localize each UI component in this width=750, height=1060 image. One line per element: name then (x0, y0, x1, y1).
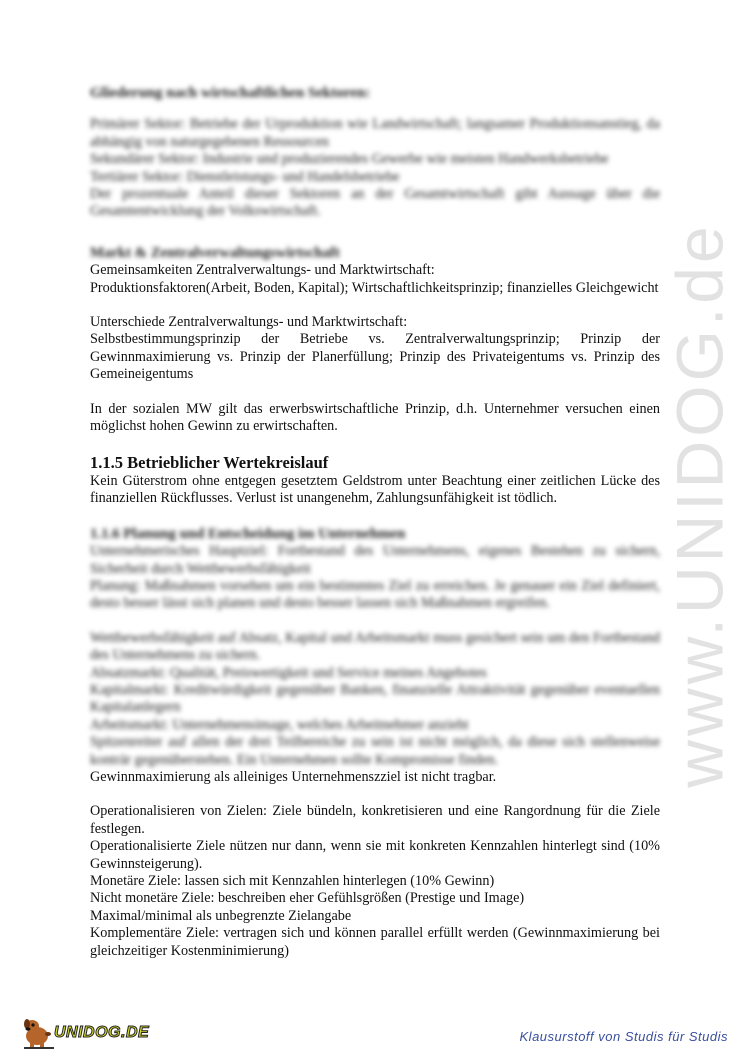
paragraph: Kein Güterstrom ohne entgegen gesetztem Geldstrom unter Beachtung einer zeitlichen Lücke des finanziellen Rückflusses. Verlust ist unangenehm, Zahlungsunfähigkeit ist tödlich. (90, 472, 660, 507)
paragraph: Sekundärer Sektor: Industrie und produzierendes Gewerbe wie meisten Handwerksbetriebe (90, 151, 609, 168)
paragraph: Spitzenreiter auf allen der drei Teilbereiche zu sein ist nicht möglich, da diese sich stellenweise konträr gegenüberstehen. Ein Unternehmen sollte Kompromisse finden. (90, 734, 660, 768)
paragraph: Produktionsfaktoren(Arbeit, Boden, Kapital); Wirtschaftlichkeitsprinzip; finanzielles Gleichgewicht (90, 279, 659, 296)
footer-tagline: Klausurstoff von Studis für Studis (519, 1029, 728, 1044)
unidog-logo[interactable] (18, 1012, 158, 1052)
paragraph: Unterschiede Zentralverwaltungs- und Marktwirtschaft: (90, 314, 408, 331)
paragraph: Selbstbestimmungsprinzip der Betriebe vs. Zentralverwaltungsprinzip; Prinzip der Gewinnmaximierung vs. Prinzip der Planerfüllung; Prinzip des Privateigentums vs. Prinzip des Gemeineigentums (90, 331, 660, 383)
paragraph: Monetäre Ziele: lassen sich mit Kennzahlen hinterlegen (10% Gewinn) (90, 873, 495, 890)
watermark-text: www.UNIDOG.de (663, 222, 737, 788)
paragraph: Kapitalmarkt: Kreditwürdigkeit gegenüber Banken, finanzielle Attraktivität gegenüber eventuellen Kapitalanlegern (90, 681, 660, 716)
paragraph: Gemeinsamkeiten Zentralverwaltungs- und Marktwirtschaft: (90, 262, 435, 279)
document-body (90, 85, 660, 960)
paragraph: Der prozentuale Anteil dieser Sektoren an der Gesamtwirtschaft gibt Aussage über die Gesamtentwicklung der Volkswirtschaft. (90, 186, 660, 220)
paragraph: Unternehmerisches Hauptziel: Fortbestand des Unternehmens, eigenes Bestehen zu sichern, Sicherheit durch Wettbewerbsfähigkeit (90, 543, 660, 577)
blurred-section-sectors (90, 85, 660, 221)
paragraph: Operationalisierte Ziele nützen nur dann, wenn sie mit konkreten Kennzahlen hinterlegt sind (10% Gewinnsteigerung). (90, 838, 660, 872)
paragraph: Maximal/minimal als unbegrenzte Zielangabe (90, 907, 352, 924)
section-heading-markt: Markt & Zentralverwaltungswirtschaft (90, 244, 340, 261)
section-heading-wertekreislauf: 1.1.5 Betrieblicher Wertekreislauf (90, 452, 329, 472)
section-heading-sectors: Gliederung nach wirtschaftlichen Sektoren: (90, 85, 371, 101)
paragraph: Gewinnmaximierung als alleiniges Unternehmenszziel ist nicht tragbar. (90, 769, 497, 785)
logo-text: UNIDOG.DE (54, 1024, 150, 1041)
blurred-section-planung (90, 526, 660, 769)
section-heading-planung: 1.1.6 Planung und Entscheidung im Unternehmen (90, 525, 406, 542)
paragraph: Primärer Sektor: Betriebe der Urproduktion wie Landwirtschaft; langsamer Produktionsanstieg, da abhängig von naturgegebenen Ressourcen (90, 116, 660, 150)
paragraph: Operationalisieren von Zielen: Ziele bündeln, konkretisieren und eine Rangordnung für die Ziele festlegen. (90, 803, 660, 837)
paragraph: In der sozialen MW gilt das erwerbswirtschaftliche Prinzip, d.h. Unternehmer versuchen einen möglichst hohen Gewinn zu erwirtschaften. (90, 400, 660, 435)
paragraph: Planung: Maßnahmen vorsehen um ein bestimmtes Ziel zu erreichen. Je genauer ein Ziel definiert, desto besser lässt sich planen und desto besser lassen sich Maßnahmen ergreifen. (90, 577, 660, 612)
paragraph: Nicht monetäre Ziele: beschreiben eher Gefühlsgrößen (Prestige und Image) (90, 890, 525, 907)
paragraph: Komplementäre Ziele: vertragen sich und können parallel erfüllt werden (Gewinnmaximierung bei gleichzeitiger Kostenminimierung) (90, 925, 660, 959)
paragraph: Tertiärer Sektor: Dienstleistungs- und Handelsbetriebe (90, 168, 400, 185)
paragraph: Wettbewerbsfähigkeit auf Absatz, Kapital und Arbeitsmarkt muss gesichert sein um den Fortbestand des Unternehmens zu sichern. (90, 629, 660, 664)
paragraph: Arbeitsmarkt: Unternehmensimage, welches Arbeitnehmer anzieht (90, 716, 469, 733)
paragraph: Absatzmarkt: Qualität, Preiswertigkeit und Service meines Angebotes (90, 664, 487, 681)
